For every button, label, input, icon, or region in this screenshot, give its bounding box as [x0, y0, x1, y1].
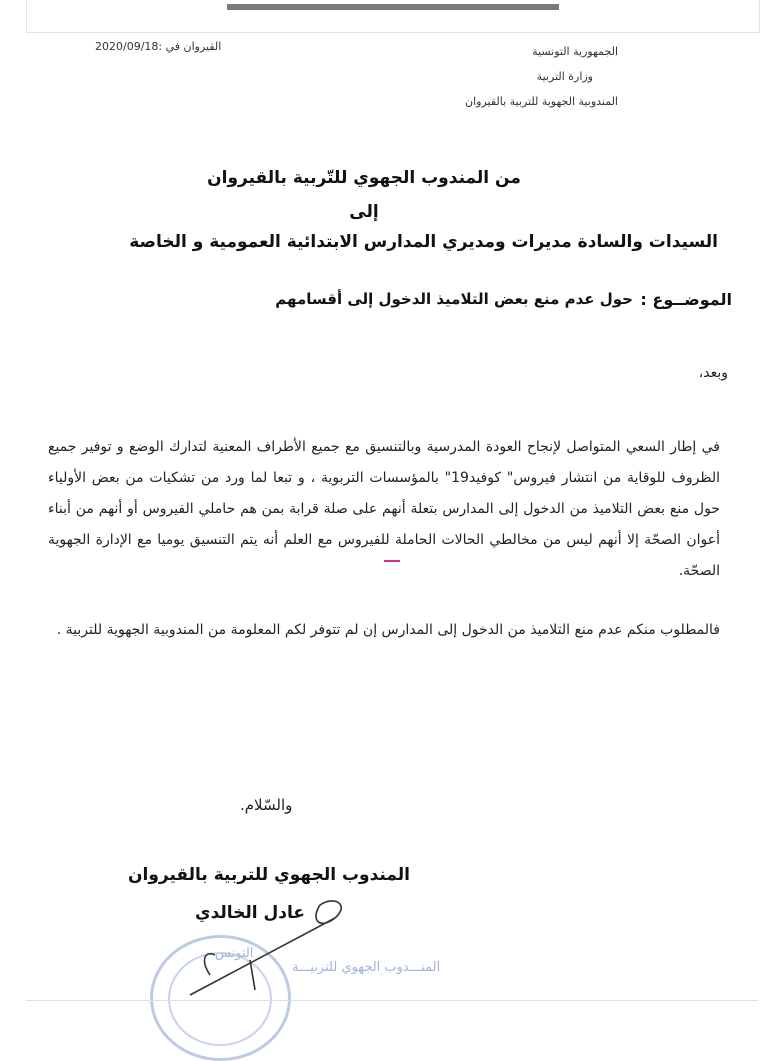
subject-text: حول عدم منع بعض التلاميذ الدخول إلى أقسامهم — [275, 290, 633, 308]
signature-title: المندوب الجهوي للتربية بالقيروان — [128, 865, 410, 885]
header-country: الجمهورية التونسية — [532, 45, 618, 58]
subject-label: الموضــوع : — [640, 290, 732, 309]
letter-to: السيدات والسادة مديرات ومديري المدارس الابتدائية العمومية و الخاصة — [129, 232, 718, 252]
place-date: القيروان في :2020/09/18 — [95, 40, 222, 53]
spellcheck-underline — [384, 560, 400, 562]
stamp-arc-text: التونس — [215, 946, 254, 961]
cropped-caption-text — [227, 0, 559, 10]
document-frame-bottom — [26, 1000, 758, 1001]
letter-from: من المندوب الجهوي للتّربية بالقيروان — [207, 168, 521, 188]
paragraph-1: في إطار السعي المتواصل لإنجاح العودة المدرسية وبالتنسيق مع جميع الأطراف المعنية لتدارك الوضع و توفير جميع الظروف للوقاية من انتشار فيروس" كوفيد19" بالمؤسسات التربوية ، و تبعا لما ورد من تشكيات من بعض الأولياء حول منع بعض التلاميذ من الدخول إلى المدارس بتعلة أنهم على صلة قرابة بمن هم حاملي الفيروس أو أنهم من أبناء أعوان الصحّة إلا أنهم ليس من مخالطي الحالات الحاملة للفيروس مع العلم أنه يتم التنسيق يوميا مع الإدارة الجهوية الصحّة. — [48, 439, 720, 579]
closing: والسّلام. — [240, 796, 293, 814]
cropped-caption-box — [26, 0, 760, 33]
letter-to-label: إلى — [349, 202, 379, 222]
header-office: المندوبية الجهوية للتربية بالقيروان — [465, 95, 618, 108]
header-ministry: وزارة التربية — [536, 70, 593, 83]
paragraph-2: فالمطلوب منكم عدم منع التلاميذ من الدخول إلى المدارس إن لم تتوفر لكم المعلومة من المندوبية الجهوية للتربية . — [56, 622, 720, 638]
handwritten-signature — [160, 890, 360, 1000]
signature-name: عادل الخالدي — [195, 903, 306, 923]
greeting: وبعد، — [698, 365, 728, 381]
stamp-line-text: المنـــدوب الجهوي للتربيـــة — [292, 960, 441, 975]
